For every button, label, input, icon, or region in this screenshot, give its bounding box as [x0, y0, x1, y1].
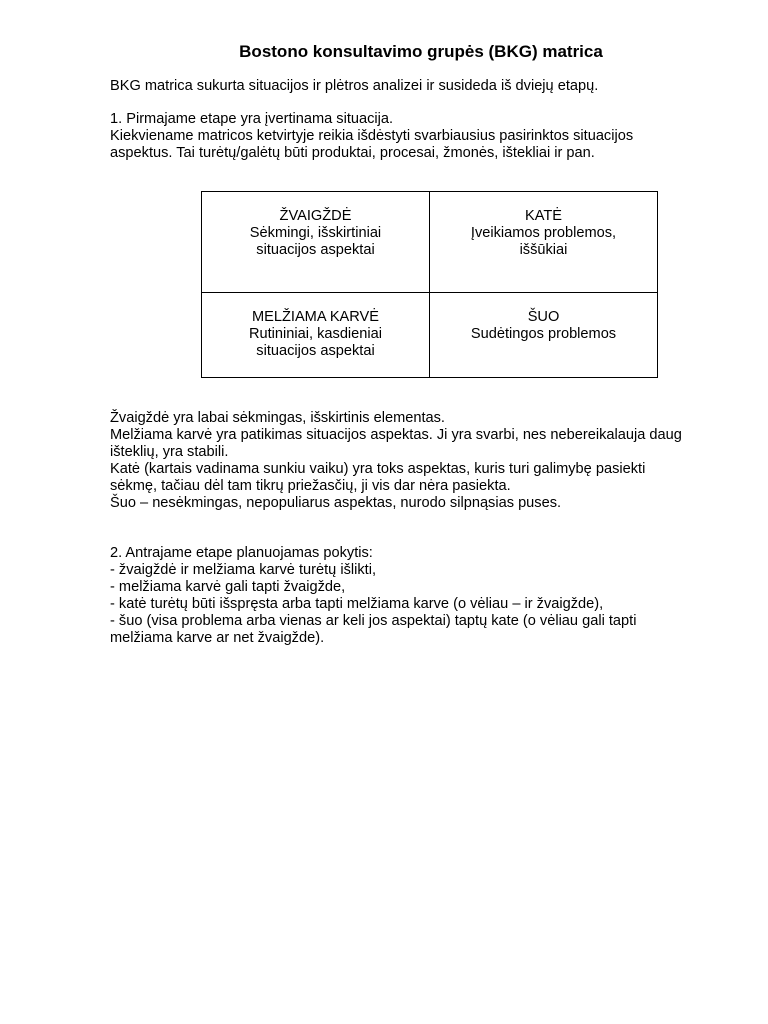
- matrix-row: [202, 192, 658, 293]
- step2-line: - šuo (visa problema arba vienas ar keli jos aspektai) taptų kate (o vėliau gali tapti: [110, 613, 637, 629]
- cell-text: situacijos aspektai: [256, 242, 375, 258]
- cell-title: KATĖ: [524, 208, 563, 224]
- document-title: Bostono konsultavimo grupės (BKG) matrica: [239, 42, 603, 61]
- step2-line: melžiama karve ar net žvaigžde).: [110, 630, 325, 646]
- step2-line: - melžiama karvė gali tapti žvaigžde,: [110, 579, 346, 595]
- cell-title: ŠUO: [527, 309, 560, 325]
- matrix-row: [202, 293, 658, 378]
- matrix-cell-cat: [430, 192, 658, 293]
- step2-line: 2. Antrajame etape planuojamas pokytis:: [110, 545, 373, 561]
- description-line: Žvaigždė yra labai sėkmingas, išskirtinis elementas.: [110, 410, 445, 426]
- bcg-matrix-table: [201, 191, 658, 378]
- description-line: Katė (kartais vadinama sunkiu vaiku) yra toks aspektas, kuris turi galimybę pasiekti: [110, 461, 646, 477]
- cell-text: Įveikiamos problemos,: [470, 225, 617, 241]
- cell-text: iššūkiai: [519, 242, 568, 258]
- descriptions-paragraph: [110, 410, 730, 512]
- cell-text: Sudėtingos problemos: [470, 326, 617, 342]
- description-line: išteklių, yra stabili.: [110, 444, 229, 460]
- step1-line: aspektus. Tai turėtų/galėtų būti produktai, procesai, žmonės, ištekliai ir pan.: [110, 145, 595, 161]
- matrix-cell-dog: [430, 293, 658, 378]
- step1-line: 1. Pirmajame etape yra įvertinama situacija.: [110, 111, 394, 127]
- cell-text: Sėkmingi, išskirtiniai: [249, 225, 382, 241]
- step2-line: - katė turėtų būti išspręsta arba tapti melžiama karve (o vėliau – ir žvaigžde),: [110, 596, 604, 612]
- cell-title: MELŽIAMA KARVĖ: [251, 309, 380, 325]
- matrix-cell-star: [202, 192, 430, 293]
- matrix-cell-cash-cow: [202, 293, 430, 378]
- cell-text: situacijos aspektai: [256, 343, 375, 359]
- description-line: Melžiama karvė yra patikimas situacijos aspektas. Ji yra svarbi, nes nebereikalauja daug: [110, 427, 682, 443]
- step1-line: Kiekviename matricos ketvirtyje reikia išdėstyti svarbiausius pasirinktos situacijos: [110, 128, 634, 144]
- step2-paragraph: [110, 545, 730, 647]
- cell-title: ŽVAIGŽDĖ: [279, 208, 352, 224]
- intro-line: BKG matrica sukurta situacijos ir plėtros analizei ir susideda iš dviejų etapų.: [110, 78, 599, 94]
- description-line: sėkmę, tačiau dėl tam tikrų priežasčių, ji vis dar nėra pasiekta.: [110, 478, 511, 494]
- step2-line: - žvaigždė ir melžiama karvė turėtų išlikti,: [110, 562, 377, 578]
- intro-paragraph: [110, 78, 730, 95]
- cell-text: Rutininiai, kasdieniai: [248, 326, 383, 342]
- step1-paragraph: [110, 111, 730, 162]
- description-line: Šuo – nesėkmingas, nepopuliarus aspektas, nurodo silpnąsias puses.: [110, 495, 562, 511]
